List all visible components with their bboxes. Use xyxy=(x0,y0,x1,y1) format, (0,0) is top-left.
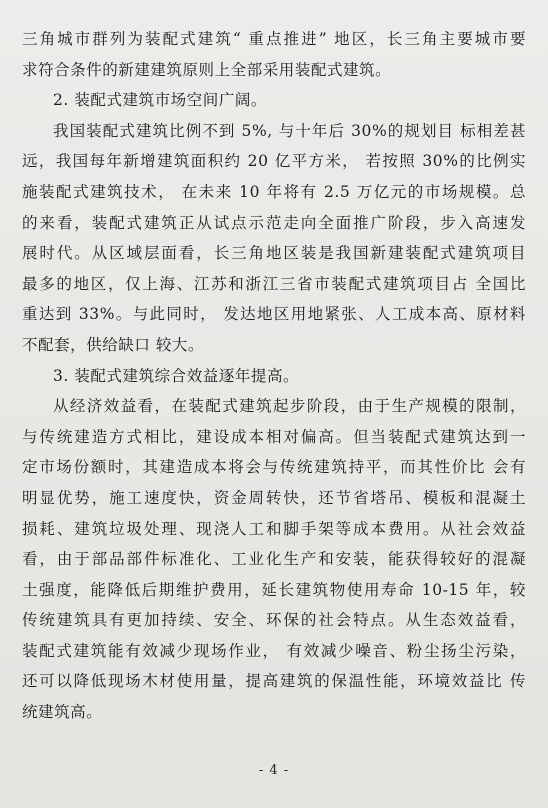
text-line: 明显优势，施工速度快，资金周转快，还节省塔吊、模板和混凝土 xyxy=(22,488,526,507)
text-line: 统建筑高。 xyxy=(22,703,103,722)
text-line: 施装配式建筑技术， 在未来 10 年将有 2.5 万亿元的市场规模。总 xyxy=(22,182,526,201)
text-line: 装配式建筑能有效减少现场作业， 有效减少噪音、粉尘扬尘污染， xyxy=(22,641,526,660)
body-text xyxy=(22,24,526,728)
text-line: 我国装配式建筑比例不到 5%, 与十年后 30%的规划目 标相差甚 xyxy=(53,121,526,140)
section-heading: 3. 装配式建筑综合效益逐年提高。 xyxy=(53,366,300,385)
text-line: 传统建筑具有更加持续、安全、环保的社会特点。从生态效益看， xyxy=(22,611,526,630)
text-line: 定市场份额时，其建造成本将会与传统建筑持平，而其性价比 会有 xyxy=(22,458,526,477)
text-line: 的来看，装配式建筑正从试点示范走向全面推广阶段，步入高速发 xyxy=(22,213,526,232)
text-line: 求符合条件的新建建筑原则上全部采用装配式建筑。 xyxy=(22,60,392,79)
text-line: 远，我国每年新增建筑面积约 20 亿平方米， 若按照 30%的比例实 xyxy=(22,152,526,171)
text-line: 不配套，供给缺口 较大。 xyxy=(22,335,205,354)
text-line: 三角城市群列为装配式建筑“ 重点推进” 地区，长三角主要城市要 xyxy=(22,30,526,48)
text-line: 还可以降低现场木材使用量，提高建筑的保温性能，环境效益比 传 xyxy=(22,672,526,691)
text-line: 重达到 33%。与此同时， 发达地区用地紧张、人工成本高、原材料 xyxy=(22,305,526,324)
text-line: 展时代。从区域层面看，长三角地区装是我国新建装配式建筑项目 xyxy=(22,244,526,263)
text-line: 损耗、建筑垃圾处理、现浇人工和脚手架等成本费用。从社会效益 xyxy=(22,519,526,538)
text-line: 从经济效益看，在装配式建筑起步阶段，由于生产规模的限制， xyxy=(53,397,526,416)
page-number: - 4 - xyxy=(258,763,290,778)
text-line: 土强度，能降低后期维护费用，延长建筑物使用寿命 10-15 年，较 xyxy=(22,580,526,599)
text-line: 与传统建造方式相比，建设成本相对偏高。但当装配式建筑达到一 xyxy=(22,427,526,446)
text-line: 最多的地区，仅上海、江苏和浙江三省市装配式建筑项目占 全国比 xyxy=(22,274,526,293)
section-heading: 2. 装配式建筑市场空间广阔。 xyxy=(53,91,267,110)
text-line: 看，由于部品部件标准化、工业化生产和安装，能获得较好的混凝 xyxy=(22,550,526,569)
